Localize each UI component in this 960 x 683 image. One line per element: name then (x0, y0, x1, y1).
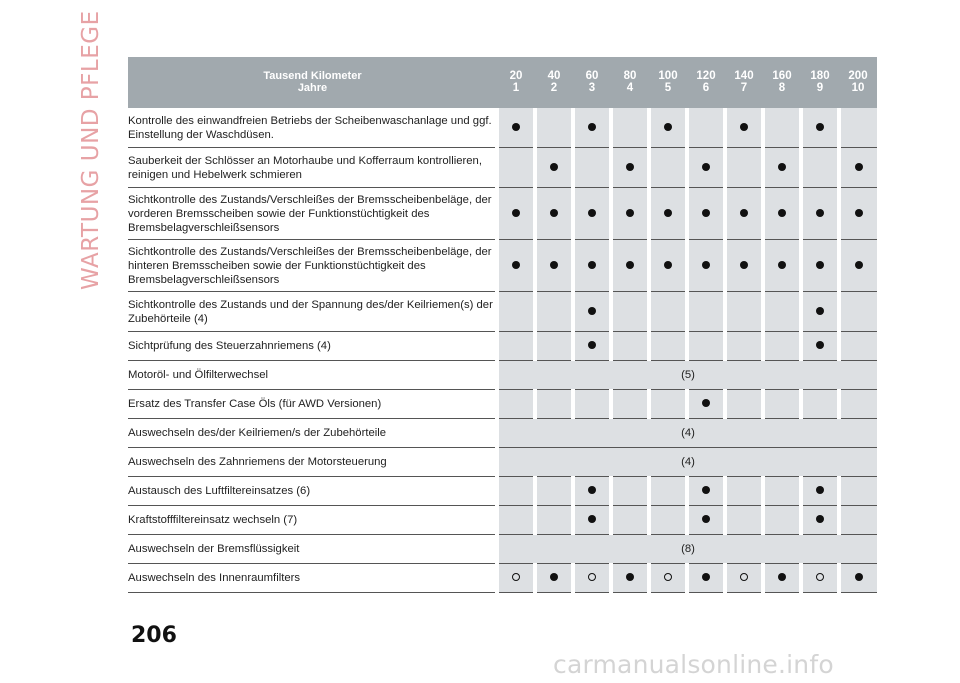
schedule-cell (573, 148, 611, 188)
filled-dot-icon (816, 209, 824, 217)
schedule-cell (535, 477, 573, 506)
table-row (128, 148, 877, 188)
schedule-cell (839, 390, 877, 419)
open-circle-icon (816, 573, 824, 581)
page-number: 206 (131, 623, 177, 648)
open-circle-icon (664, 573, 672, 581)
table-row (128, 390, 877, 419)
schedule-cell (535, 188, 573, 240)
schedule-cell (611, 390, 649, 419)
row-note: (8) (497, 535, 877, 564)
schedule-cell (535, 148, 573, 188)
year-9: 9 (801, 82, 839, 108)
row-label: Auswechseln des/der Keilriemen/s der Zubehörteile (128, 419, 497, 448)
schedule-cell (763, 477, 801, 506)
schedule-cell (801, 292, 839, 332)
year-10: 10 (839, 82, 877, 108)
table-row (128, 108, 877, 148)
schedule-cell (687, 240, 725, 292)
year-8: 8 (763, 82, 801, 108)
schedule-cell (535, 506, 573, 535)
schedule-cell (611, 108, 649, 148)
row-label: Sichtkontrolle des Zustands und der Spannung des/der Keilriemen(s) der Zubehörteile (4) (128, 292, 497, 332)
filled-dot-icon (702, 209, 710, 217)
maintenance-schedule-table (128, 57, 877, 593)
schedule-cell (573, 564, 611, 593)
schedule-cell (649, 477, 687, 506)
km-80: 80 (611, 57, 649, 82)
schedule-cell (687, 332, 725, 361)
year-7: 7 (725, 82, 763, 108)
schedule-cell (725, 564, 763, 593)
row-label: Sichtkontrolle des Zustands/Verschleißes der Bremsscheibenbeläge, der vorderen Bremsscheiben sowie der Funktionstüchtigkeit des Bremsbelagverschleißsensors (128, 188, 497, 240)
table-row (128, 535, 877, 564)
filled-dot-icon (626, 261, 634, 269)
filled-dot-icon (855, 163, 863, 171)
schedule-cell (763, 564, 801, 593)
schedule-cell (497, 188, 535, 240)
schedule-cell (573, 477, 611, 506)
schedule-cell (725, 108, 763, 148)
year-5: 5 (649, 82, 687, 108)
filled-dot-icon (550, 573, 558, 581)
schedule-cell (725, 240, 763, 292)
km-60: 60 (573, 57, 611, 82)
schedule-cell (763, 390, 801, 419)
schedule-cell (763, 332, 801, 361)
schedule-cell (725, 148, 763, 188)
filled-dot-icon (702, 399, 710, 407)
table-row (128, 419, 877, 448)
filled-dot-icon (816, 261, 824, 269)
schedule-cell (649, 108, 687, 148)
schedule-cell (535, 332, 573, 361)
schedule-cell (687, 477, 725, 506)
schedule-cell (497, 477, 535, 506)
filled-dot-icon (626, 163, 634, 171)
year-3: 3 (573, 82, 611, 108)
table-row (128, 477, 877, 506)
schedule-cell (497, 564, 535, 593)
schedule-cell (649, 564, 687, 593)
filled-dot-icon (664, 123, 672, 131)
schedule-cell (649, 240, 687, 292)
schedule-cell (611, 292, 649, 332)
table-row (128, 188, 877, 240)
schedule-cell (687, 108, 725, 148)
filled-dot-icon (626, 573, 634, 581)
schedule-cell (649, 390, 687, 419)
schedule-cell (497, 108, 535, 148)
header-km-row (128, 57, 877, 82)
km-120: 120 (687, 57, 725, 82)
schedule-cell (839, 188, 877, 240)
schedule-cell (535, 390, 573, 419)
schedule-cell (611, 564, 649, 593)
filled-dot-icon (740, 261, 748, 269)
schedule-cell (535, 108, 573, 148)
filled-dot-icon (702, 486, 710, 494)
schedule-cell (801, 390, 839, 419)
schedule-cell (573, 108, 611, 148)
schedule-cell (535, 564, 573, 593)
schedule-cell (611, 188, 649, 240)
schedule-cell (801, 506, 839, 535)
filled-dot-icon (702, 261, 710, 269)
row-label: Auswechseln des Zahnriemens der Motorsteuerung (128, 448, 497, 477)
filled-dot-icon (588, 341, 596, 349)
km-100: 100 (649, 57, 687, 82)
filled-dot-icon (702, 515, 710, 523)
schedule-cell (649, 332, 687, 361)
filled-dot-icon (512, 261, 520, 269)
row-label: Sichtprüfung des Steuerzahnriemens (4) (128, 332, 497, 361)
schedule-cell (611, 332, 649, 361)
header-years-row (128, 82, 877, 108)
km-180: 180 (801, 57, 839, 82)
schedule-cell (611, 240, 649, 292)
schedule-cell (649, 292, 687, 332)
km-40: 40 (535, 57, 573, 82)
filled-dot-icon (855, 261, 863, 269)
row-label: Auswechseln des Innenraumfilters (128, 564, 497, 593)
table-row (128, 292, 877, 332)
filled-dot-icon (550, 209, 558, 217)
schedule-cell (763, 240, 801, 292)
schedule-cell (839, 332, 877, 361)
schedule-cell (839, 240, 877, 292)
schedule-cell (763, 506, 801, 535)
section-title: WARTUNG UND PFLEGE (78, 10, 104, 290)
row-note: (4) (497, 419, 877, 448)
schedule-cell (649, 506, 687, 535)
table-row (128, 361, 877, 390)
schedule-cell (573, 506, 611, 535)
km-20: 20 (497, 57, 535, 82)
schedule-cell (801, 108, 839, 148)
schedule-cell (725, 332, 763, 361)
table-row (128, 564, 877, 593)
km-160: 160 (763, 57, 801, 82)
filled-dot-icon (816, 486, 824, 494)
row-label: Motoröl- und Ölfilterwechsel (128, 361, 497, 390)
schedule-cell (611, 477, 649, 506)
table-row (128, 240, 877, 292)
schedule-cell (687, 188, 725, 240)
schedule-cell (573, 188, 611, 240)
filled-dot-icon (855, 573, 863, 581)
filled-dot-icon (626, 209, 634, 217)
filled-dot-icon (855, 209, 863, 217)
schedule-cell (801, 564, 839, 593)
year-2: 2 (535, 82, 573, 108)
filled-dot-icon (664, 261, 672, 269)
schedule-cell (725, 390, 763, 419)
schedule-cell (573, 292, 611, 332)
schedule-cell (535, 292, 573, 332)
schedule-cell (801, 477, 839, 506)
row-label: Kontrolle des einwandfreien Betriebs der Scheibenwaschanlage und ggf. Einstellung der Waschdüsen. (128, 108, 497, 148)
schedule-cell (839, 506, 877, 535)
schedule-cell (763, 188, 801, 240)
km-200: 200 (839, 57, 877, 82)
schedule-cell (649, 148, 687, 188)
row-label: Sichtkontrolle des Zustands/Verschleißes der Bremsscheibenbeläge, der hinteren Bremsscheiben sowie der Funktionstüchtigkeit des Bremsbelagverschleißsensors (128, 240, 497, 292)
open-circle-icon (512, 573, 520, 581)
filled-dot-icon (588, 209, 596, 217)
schedule-cell (687, 148, 725, 188)
schedule-cell (497, 390, 535, 419)
schedule-cell (497, 148, 535, 188)
schedule-cell (839, 148, 877, 188)
filled-dot-icon (816, 123, 824, 131)
filled-dot-icon (550, 163, 558, 171)
row-label: Ersatz des Transfer Case Öls (für AWD Versionen) (128, 390, 497, 419)
schedule-cell (801, 332, 839, 361)
schedule-cell (497, 240, 535, 292)
schedule-cell (687, 390, 725, 419)
table-row (128, 332, 877, 361)
schedule-cell (839, 292, 877, 332)
row-label: Austausch des Luftfiltereinsatzes (6) (128, 477, 497, 506)
filled-dot-icon (778, 163, 786, 171)
schedule-cell (839, 477, 877, 506)
row-note: (4) (497, 448, 877, 477)
year-1: 1 (497, 82, 535, 108)
filled-dot-icon (550, 261, 558, 269)
table-row (128, 448, 877, 477)
schedule-cell (497, 332, 535, 361)
row-label: Kraftstofffiltereinsatz wechseln (7) (128, 506, 497, 535)
table-row (128, 506, 877, 535)
km-140: 140 (725, 57, 763, 82)
filled-dot-icon (816, 515, 824, 523)
filled-dot-icon (588, 307, 596, 315)
km-label: Tausend Kilometer (128, 57, 497, 82)
open-circle-icon (740, 573, 748, 581)
row-label: Sauberkeit der Schlösser an Motorhaube und Kofferraum kontrollieren, reinigen und Hebelwerk schmieren (128, 148, 497, 188)
schedule-cell (649, 188, 687, 240)
schedule-cell (497, 292, 535, 332)
schedule-cell (535, 240, 573, 292)
schedule-cell (801, 148, 839, 188)
schedule-cell (763, 292, 801, 332)
schedule-cell (687, 564, 725, 593)
filled-dot-icon (664, 209, 672, 217)
filled-dot-icon (702, 573, 710, 581)
filled-dot-icon (740, 209, 748, 217)
schedule-cell (725, 292, 763, 332)
filled-dot-icon (512, 209, 520, 217)
filled-dot-icon (740, 123, 748, 131)
filled-dot-icon (588, 515, 596, 523)
year-4: 4 (611, 82, 649, 108)
schedule-cell (801, 240, 839, 292)
filled-dot-icon (702, 163, 710, 171)
filled-dot-icon (778, 573, 786, 581)
filled-dot-icon (512, 123, 520, 131)
open-circle-icon (588, 573, 596, 581)
filled-dot-icon (778, 209, 786, 217)
filled-dot-icon (588, 123, 596, 131)
schedule-cell (725, 506, 763, 535)
watermark: carmanualsonline.info (553, 650, 834, 679)
schedule-body (128, 108, 877, 593)
filled-dot-icon (816, 341, 824, 349)
filled-dot-icon (778, 261, 786, 269)
row-label: Auswechseln der Bremsflüssigkeit (128, 535, 497, 564)
schedule-cell (725, 477, 763, 506)
years-label: Jahre (128, 82, 497, 108)
schedule-cell (801, 188, 839, 240)
schedule-cell (611, 148, 649, 188)
schedule-cell (573, 240, 611, 292)
schedule-cell (763, 148, 801, 188)
filled-dot-icon (588, 261, 596, 269)
schedule-cell (725, 188, 763, 240)
schedule-cell (611, 506, 649, 535)
schedule-cell (763, 108, 801, 148)
row-note: (5) (497, 361, 877, 390)
schedule-cell (687, 292, 725, 332)
filled-dot-icon (588, 486, 596, 494)
schedule-cell (573, 332, 611, 361)
schedule-cell (687, 506, 725, 535)
schedule-cell (573, 390, 611, 419)
year-6: 6 (687, 82, 725, 108)
schedule-cell (839, 108, 877, 148)
schedule-cell (839, 564, 877, 593)
filled-dot-icon (816, 307, 824, 315)
schedule-cell (497, 506, 535, 535)
